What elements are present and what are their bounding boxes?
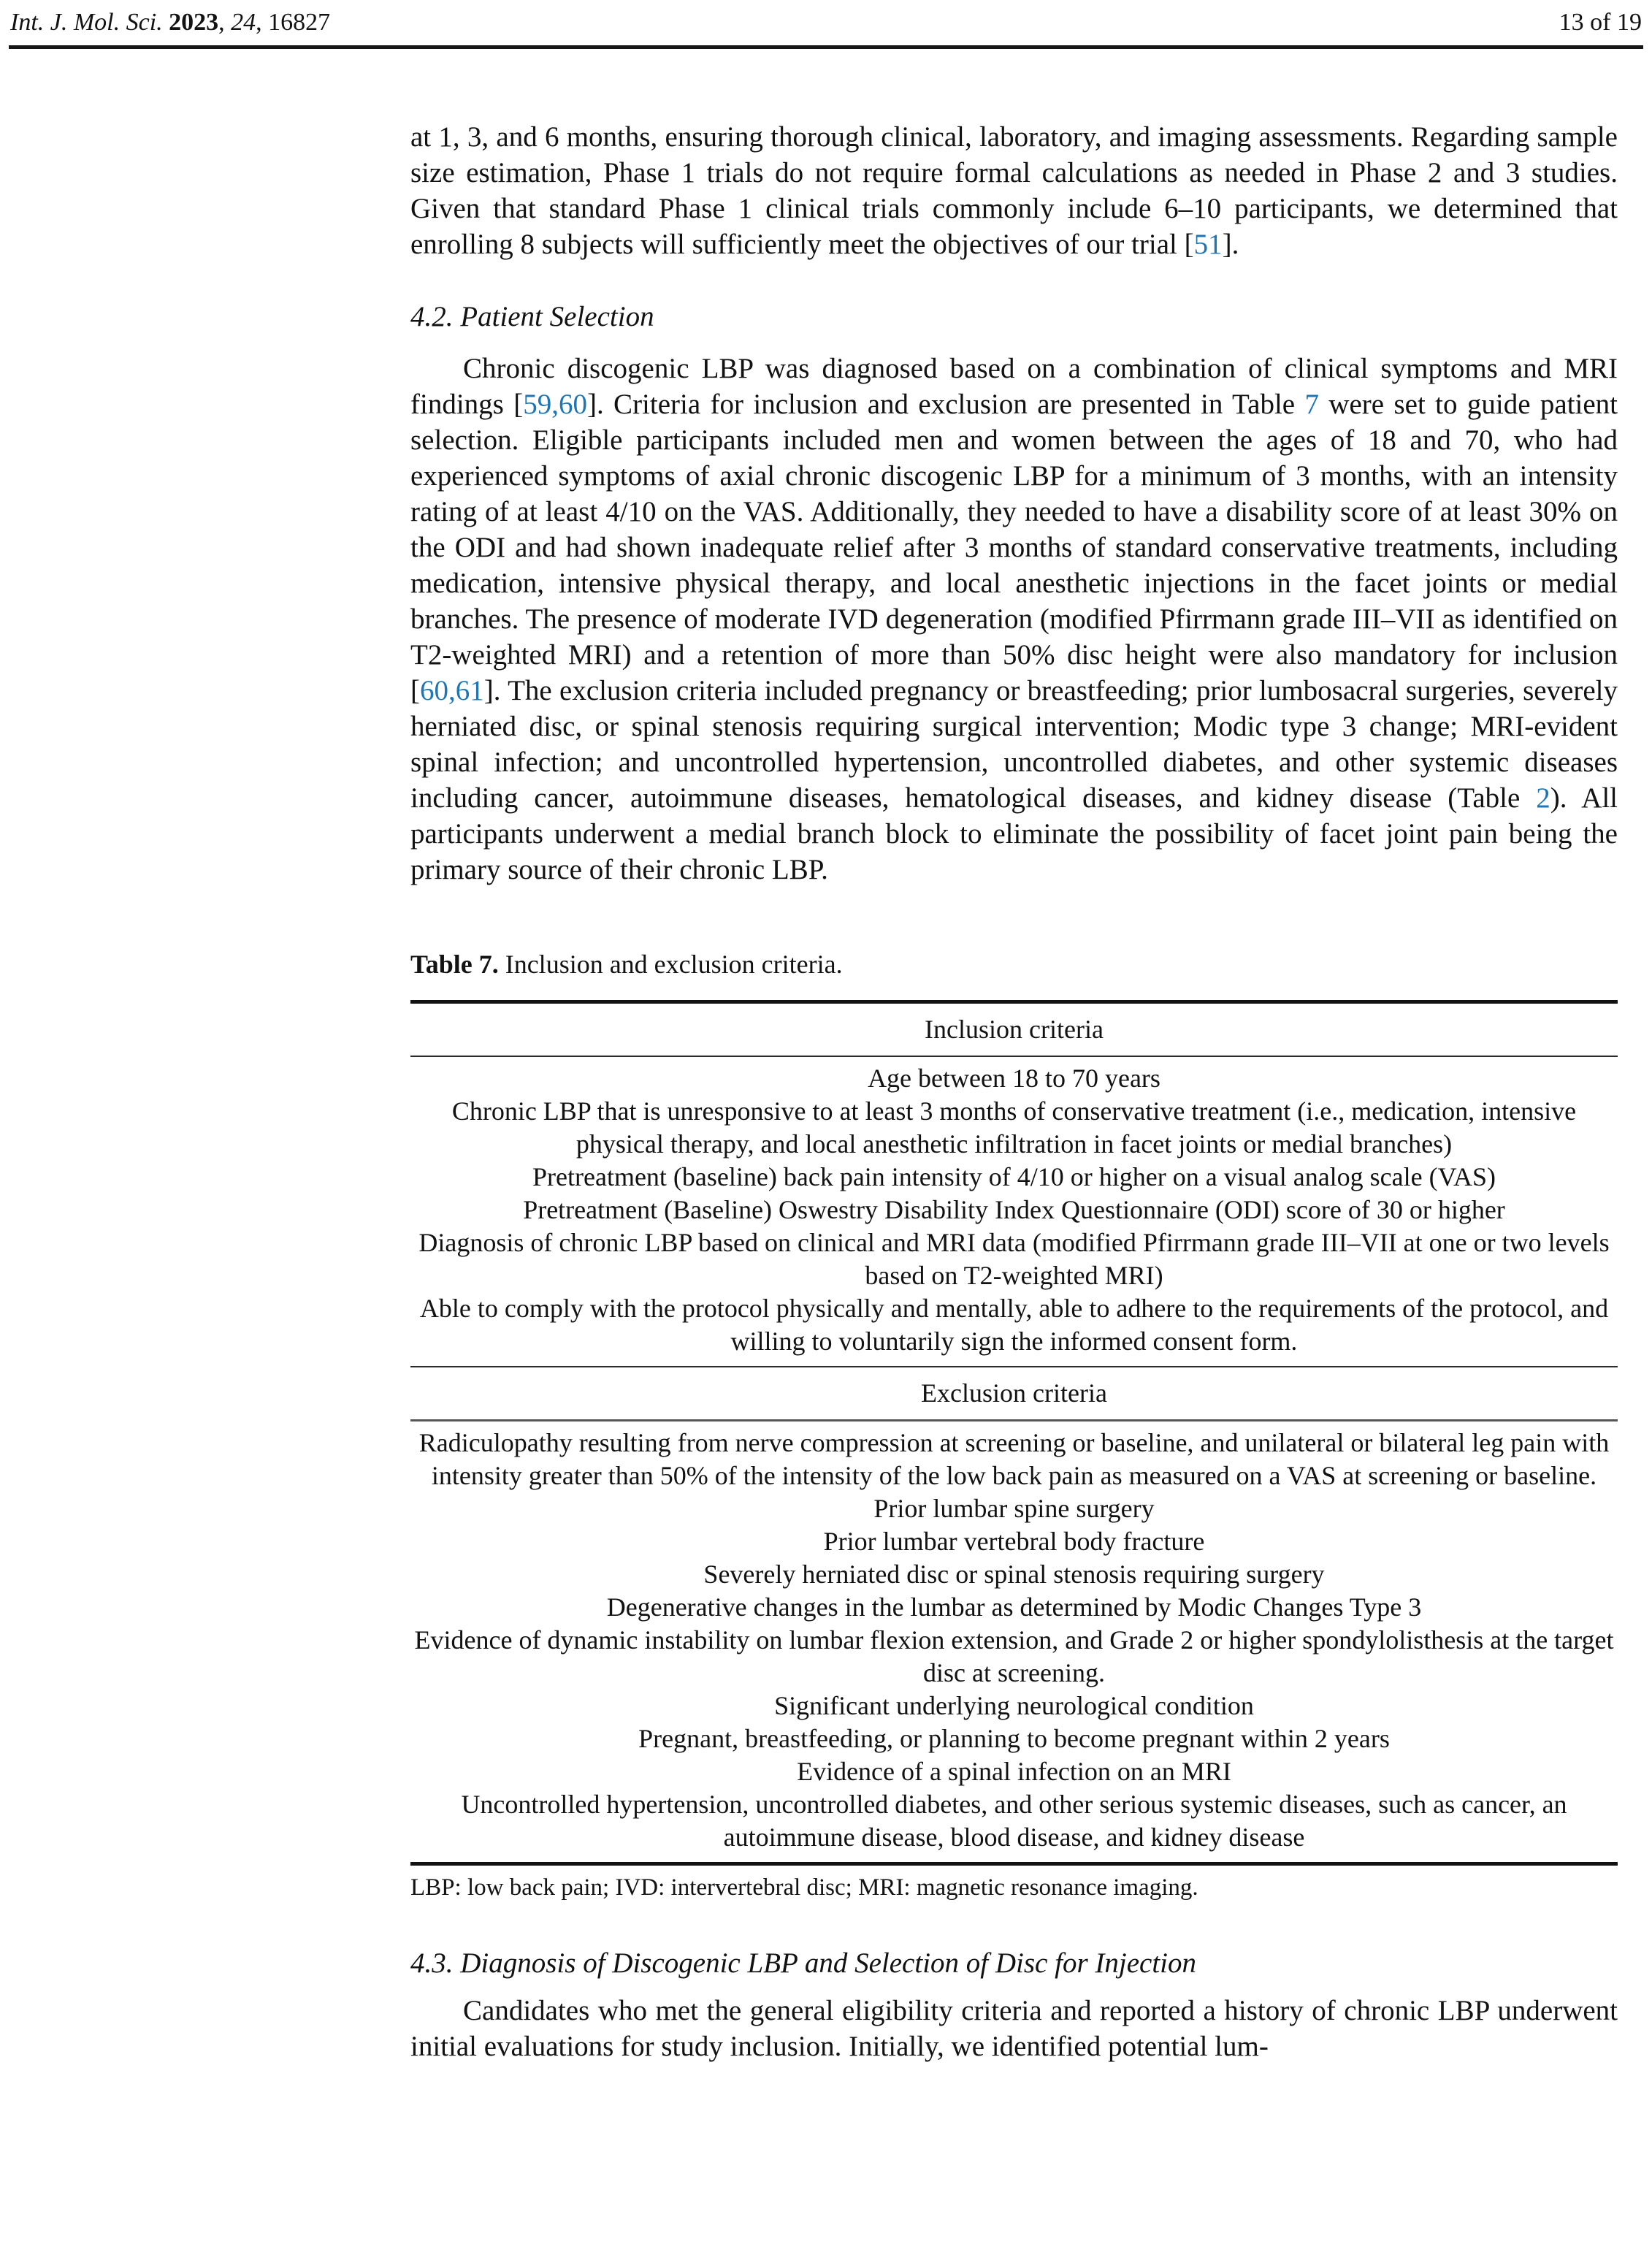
exclusion-criteria-rows [410, 1421, 1618, 1862]
table-row: Able to comply with the protocol physically and mentally, able to adhere to the requirements of the protocol, and willing to voluntarily sign the informed consent form. [419, 1294, 1609, 1356]
journal-year: 2023 [169, 9, 219, 36]
table-row: Age between 18 to 70 years [868, 1064, 1160, 1093]
table-row: Pregnant, breastfeeding, or planning to become pregnant within 2 years [638, 1724, 1390, 1753]
inclusion-criteria-rows [410, 1057, 1618, 1366]
journal-volume: 24 [231, 9, 256, 36]
table-7-link[interactable]: 7 [1304, 389, 1319, 420]
citation-link-60-61[interactable]: 60,61 [420, 675, 484, 706]
header-rule [9, 45, 1643, 49]
citation-link-59-60[interactable]: 59,60 [523, 389, 587, 420]
table-row: Diagnosis of chronic LBP based on clinical and MRI data (modified Pfirrmann grade III–VII at one or two levels based on T2-weighted MRI) [418, 1228, 1610, 1290]
table-row: Chronic LBP that is unresponsive to at least 3 months of conservative treatment (i.e., medication, intensive physical therapy, and local anesthetic infiltration in facet joints or medial branches) [451, 1096, 1577, 1159]
paragraph-diagnosis: Candidates who met the general eligibility criteria and reported a history of chronic LBP underwent initial evaluations for study inclusion. Initially, we identified potential lum- [410, 1995, 1618, 2062]
table-row: Pretreatment (Baseline) Oswestry Disability Index Questionnaire (ODI) score of 30 or higher [523, 1195, 1505, 1224]
exclusion-criteria-header: Exclusion criteria [921, 1378, 1107, 1408]
table-row: Degenerative changes in the lumbar as determined by Modic Changes Type 3 [606, 1592, 1422, 1622]
table-row: Prior lumbar vertebral body fracture [823, 1527, 1205, 1556]
section-4-2-heading: 4.2. Patient Selection [410, 301, 654, 332]
table-2-link[interactable]: 2 [1536, 782, 1550, 814]
paragraph-patient-selection: Chronic discogenic LBP was diagnosed based on a combination of clinical symptoms and MRI findings [59,60]. Criteria for inclusion and exclusion are presented in Table 7 were set to guide patient selection. Eligible participants included men and women between the ages of 18 and 70, who had experienced symptoms of axial chronic discogenic LBP for a minimum of 3 months, with an intensity rating of at least 4/10 on the VAS. Additionally, they needed to have a disability score of at least 30% on the ODI and had shown inadequate relief after 3 months of standard conservative treatments, including medication, intensive physical therapy, and local anesthetic injections in the facet joints or medial branches. The presence of moderate IVD degeneration (modified Pfirrmann grade III–VII as identified on T2-weighted MRI) and a retention of more than 50% disc height were also mandatory for inclusion [60,61]. The exclusion criteria included pregnancy or breastfeeding; prior lumbosacral surgeries, severely herniated disc, or spinal stenosis requiring surgical intervention; Modic type 3 change; MRI-evident spinal infection; and uncontrolled hypertension, uncontrolled diabetes, and other systemic diseases including cancer, autoimmune diseases, hematological diseases, and kidney disease (Table 2). All participants underwent a medial branch block to eliminate the possibility of facet joint pain being the primary source of their chronic LBP. [410, 353, 1618, 885]
table-row: Significant underlying neurological condition [774, 1691, 1254, 1720]
table-7-caption-text: Inclusion and exclusion criteria. [498, 950, 843, 979]
citation-link-51[interactable]: 51 [1193, 229, 1223, 260]
table-row: Evidence of dynamic instability on lumbar flexion extension, and Grade 2 or higher spondylolisthesis at the target disc at screening. [414, 1625, 1614, 1687]
table-7-caption [410, 947, 1618, 981]
text-column [410, 119, 1618, 2064]
table-7-caption-label: Table 7. [410, 950, 499, 979]
table-footnote: LBP: low back pain; IVD: intervertebral disc; MRI: magnetic resonance imaging. [410, 1874, 1198, 1901]
table-row: Prior lumbar spine surgery [873, 1494, 1155, 1523]
section-4-3-heading: 4.3. Diagnosis of Discogenic LBP and Selection of Disc for Injection [410, 1947, 1196, 1979]
inclusion-criteria-header: Inclusion criteria [925, 1015, 1104, 1044]
table-bottom-rule [410, 1862, 1618, 1866]
running-head [0, 0, 1652, 38]
table-row: Radiculopathy resulting from nerve compression at screening or baseline, and unilateral or bilateral leg pain with intensity greater than 50% of the intensity of the low back pain as measured on a VAS at screening or baseline. [418, 1428, 1610, 1490]
table-7 [410, 1000, 1618, 1903]
journal-title: Int. J. Mol. Sci. [10, 9, 163, 36]
paragraph-trial-design: at 1, 3, and 6 months, ensuring thorough clinical, laboratory, and imaging assessments. Regarding sample size estimation, Phase 1 trials do not require formal calculations as needed in Phase 2 and 3 studies. Given that standard Phase 1 clinical trials commonly include 6–10 participants, we determined that enrolling 8 subjects will sufficiently meet the objectives of our trial [51]. [410, 121, 1618, 260]
journal-article-number: , 16827 [256, 9, 331, 36]
table-row: Pretreatment (baseline) back pain intensity of 4/10 or higher on a visual analog scale (VAS) [532, 1162, 1496, 1191]
table-row: Evidence of a spinal infection on an MRI [797, 1757, 1231, 1786]
table-row: Uncontrolled hypertension, uncontrolled diabetes, and other serious systemic diseases, such as cancer, an autoimmune disease, blood disease, and kidney disease [461, 1790, 1567, 1852]
page-number: 13 of 19 [1559, 9, 1642, 36]
table-row: Severely herniated disc or spinal stenosis requiring surgery [703, 1560, 1325, 1589]
journal-citation: Int. J. Mol. Sci. 2023, 24, 16827 [10, 9, 331, 36]
